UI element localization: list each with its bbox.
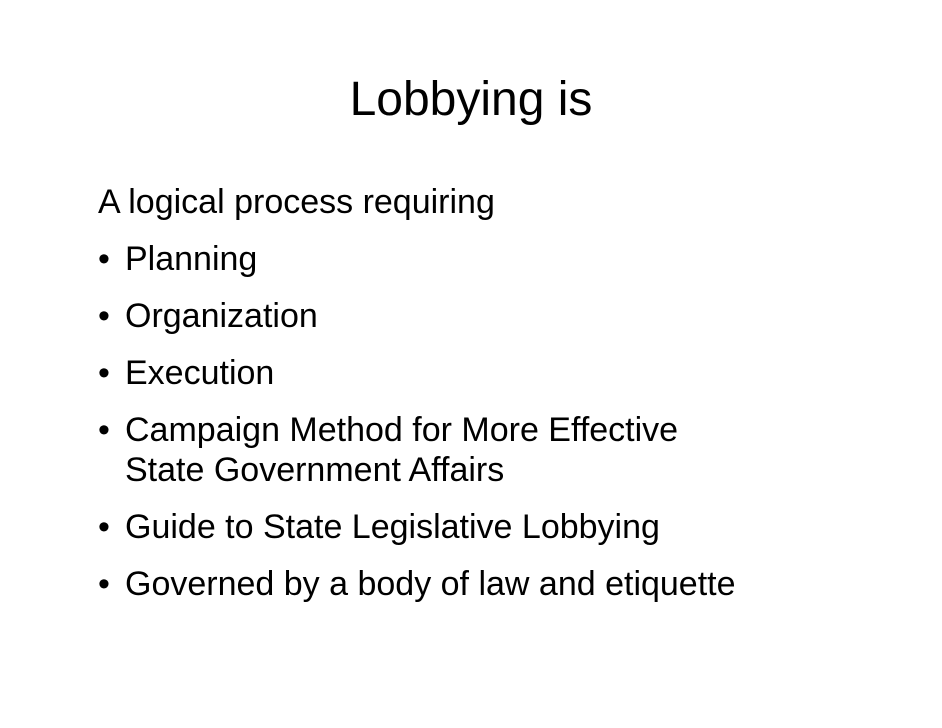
bullet-icon: • — [98, 508, 110, 546]
bullet-icon: • — [98, 240, 110, 278]
bullet-item-campaign-method — [98, 410, 898, 490]
bullet-item-planning — [98, 239, 898, 279]
bullet-line: Planning — [125, 240, 258, 278]
bullet-text — [125, 564, 736, 604]
bullet-item-organization — [98, 296, 898, 336]
slide-title: Lobbying is — [349, 73, 593, 126]
bullet-text — [125, 507, 660, 547]
intro-text: A logical process requiring — [98, 183, 495, 221]
bullet-list — [98, 239, 898, 604]
bullet-icon: • — [98, 297, 110, 335]
bullet-icon: • — [98, 411, 110, 449]
bullet-item-governed — [98, 564, 898, 604]
bullet-line: Execution — [125, 354, 275, 392]
bullet-text — [125, 410, 678, 490]
bullet-text — [125, 296, 318, 336]
bullet-text — [125, 239, 257, 279]
bullet-line: Governed by a body of law and etiquette — [125, 565, 736, 603]
bullet-line: Campaign Method for More Effective — [125, 411, 679, 449]
bullet-item-execution — [98, 353, 898, 393]
bullet-line: Guide to State Legislative Lobbying — [125, 508, 660, 546]
bullet-line-continuation: State Government Affairs — [125, 451, 505, 489]
bullet-icon: • — [98, 354, 110, 392]
bullet-icon: • — [98, 565, 110, 603]
bullet-text — [125, 353, 274, 393]
bullet-item-guide — [98, 507, 898, 547]
slide-body — [98, 182, 898, 621]
bullet-line: Organization — [125, 297, 318, 335]
